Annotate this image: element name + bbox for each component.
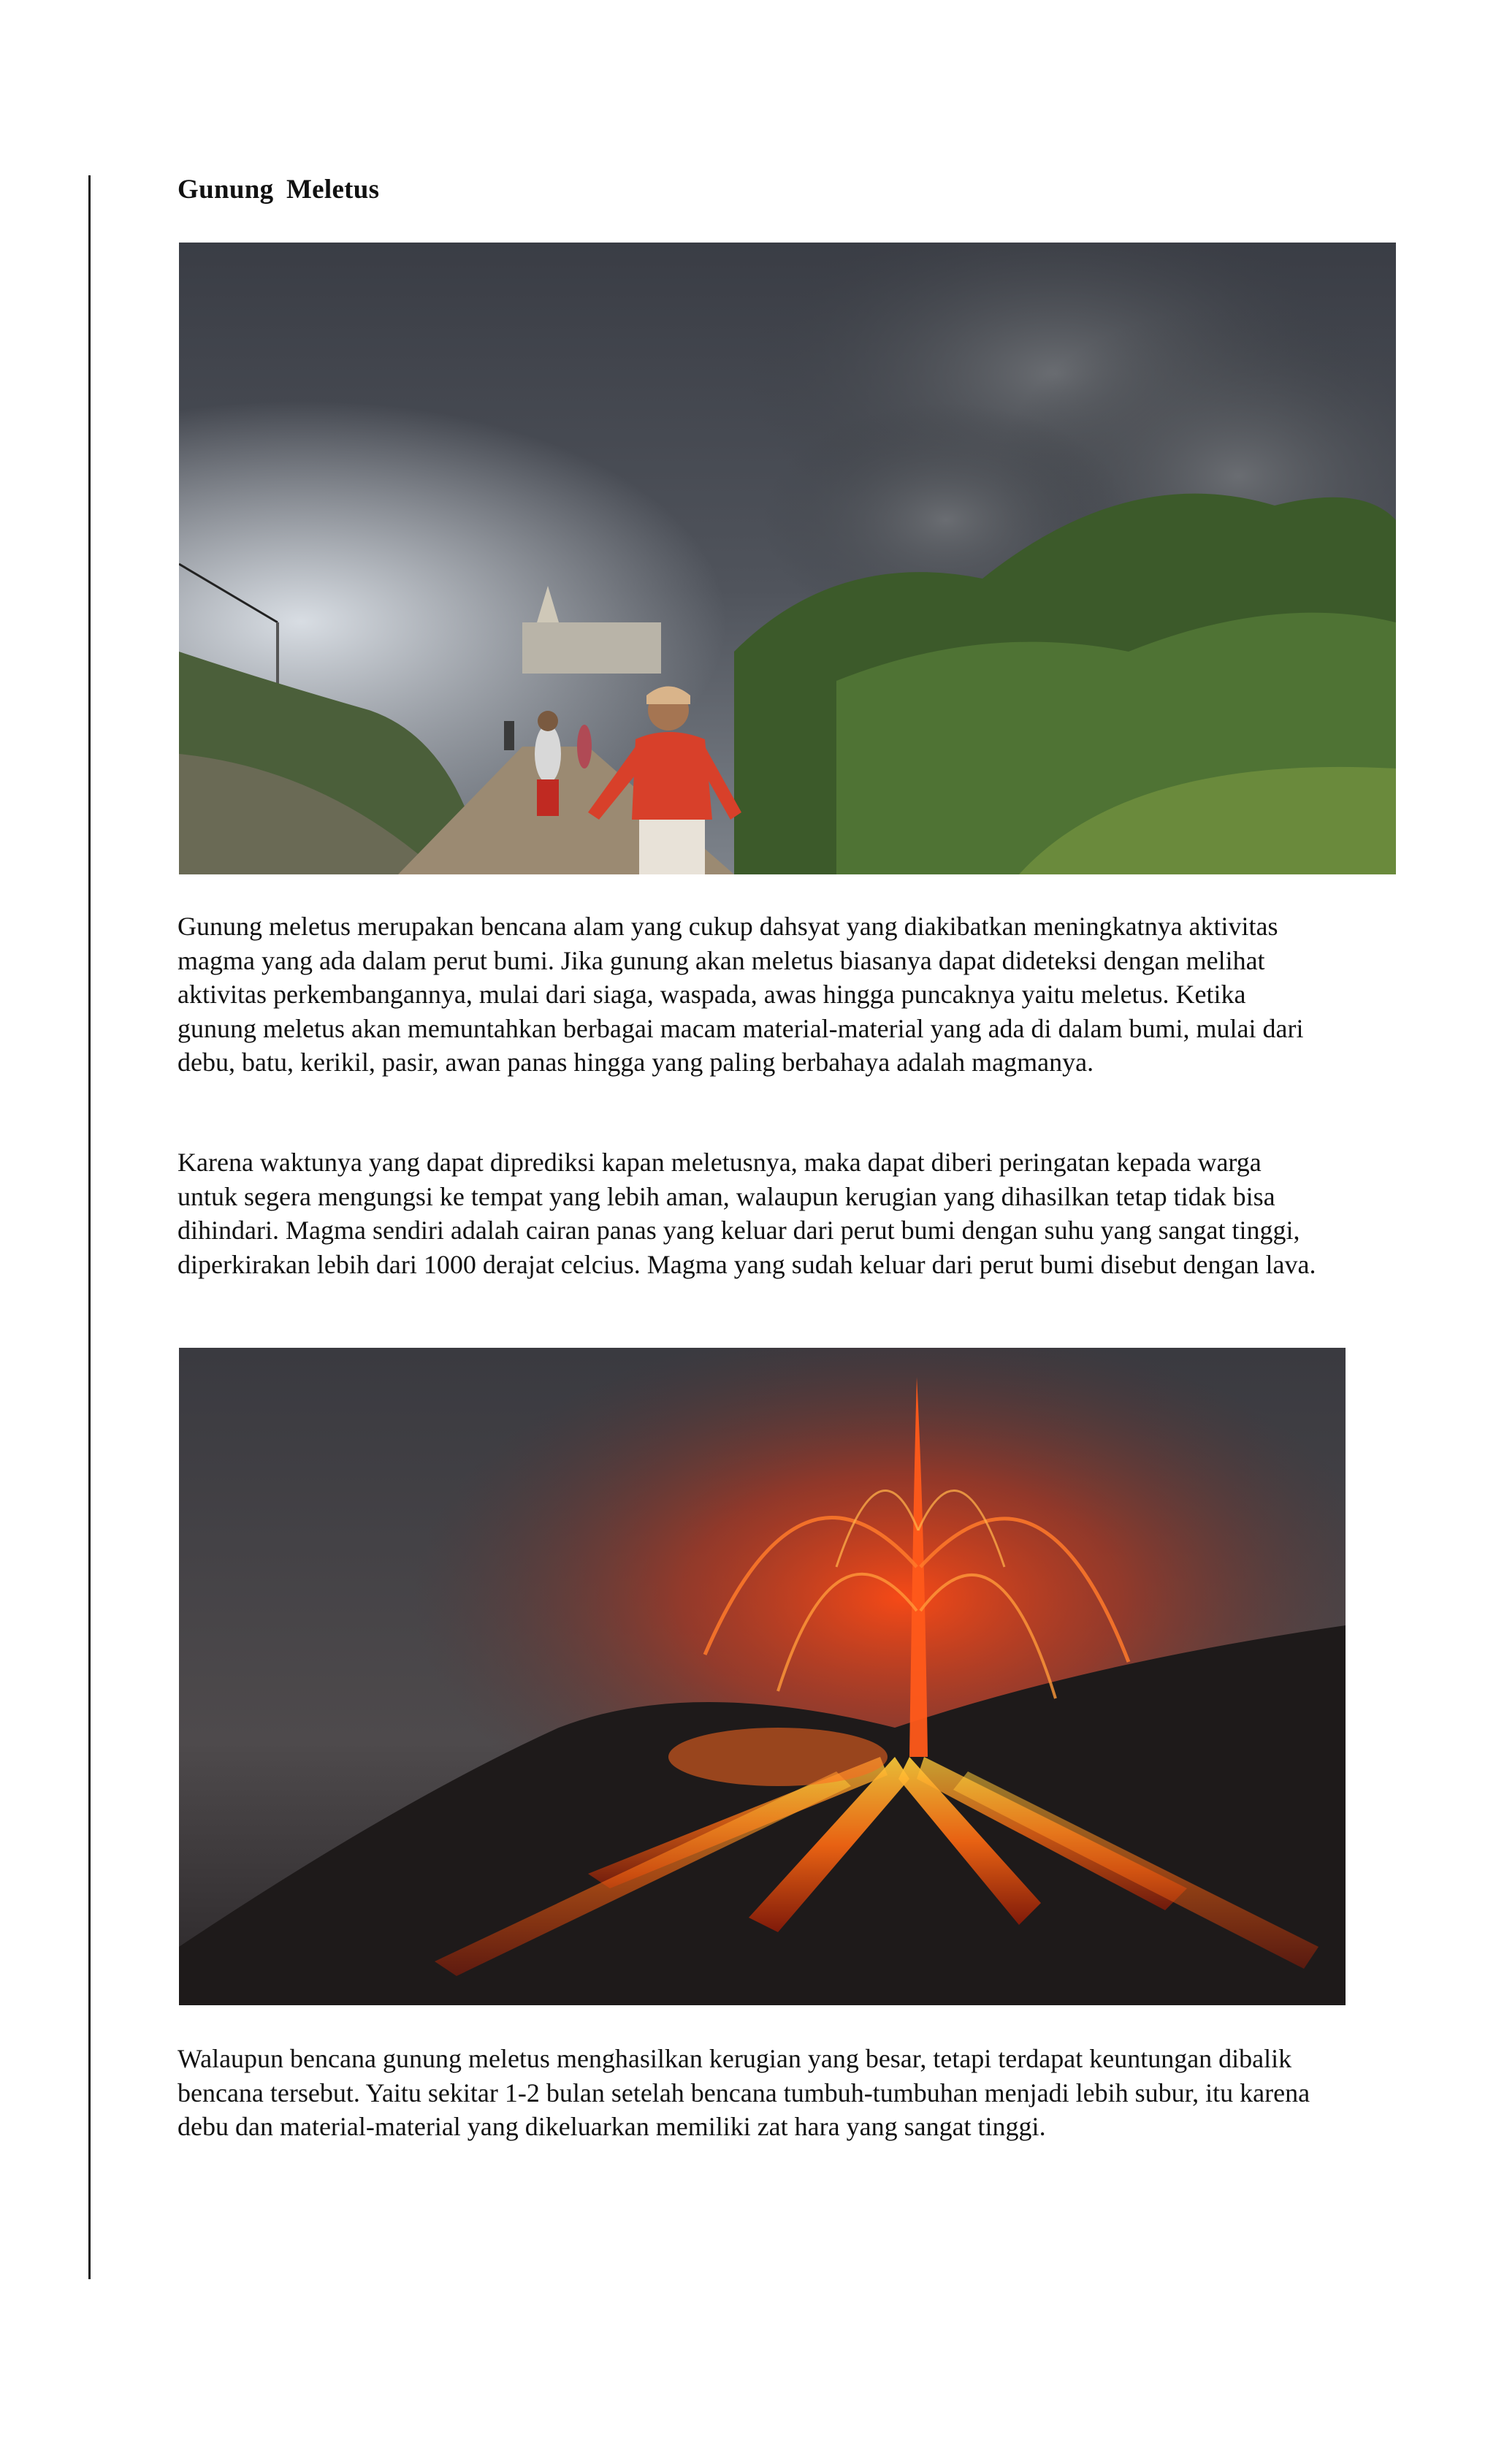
paragraph-1: Gunung meletus merupakan bencana alam yang cukup dahsyat yang diakibatkan meningkatnya aktivitas magma yang ada dalam perut bumi. Jika gunung akan meletus biasanya dapat dideteksi dengan melihat aktivitas perkembangannya, mulai dari siaga, waspada, awas hingga puncaknya yaitu meletus. Ketika gunung meletus akan memuntahkan berbagai macam material-material yang ada di dalam bumi, mulai dari debu, batu, kerikil, pasir, awan panas hingga yang paling berbahaya adalah magmanya. [178,912,1304,1077]
ash-cloud-evacuation-photo [179,243,1396,874]
lava-eruption-photo [179,1348,1346,2005]
page-title: Gunung Meletus [178,175,380,205]
paragraph-3: Walaupun bencana gunung meletus menghasilkan kerugian yang besar, tetapi terdapat keuntungan dibalik bencana tersebut. Yaitu sekitar 1-2 bulan setelah bencana tumbuh-tumbuhan menjadi lebih subur, itu karena debu dan material-material yang dikeluarkan memiliki zat hara yang sangat tinggi. [178,2044,1310,2141]
paragraph-2: Karena waktunya yang dapat diprediksi kapan meletusnya, maka dapat diberi peringatan kepada warga untuk segera mengungsi ke tempat yang lebih aman, walaupun kerugian yang dihasilkan tetap tidak bisa dihindari. Magma sendiri adalah cairan panas yang keluar dari perut bumi dengan suhu yang sangat tinggi, diperkirakan lebih dari 1000 derajat celcius. Magma yang sudah keluar dari perut bumi disebut dengan lava. [178,1148,1316,1279]
page-margin-rule [88,175,91,2279]
